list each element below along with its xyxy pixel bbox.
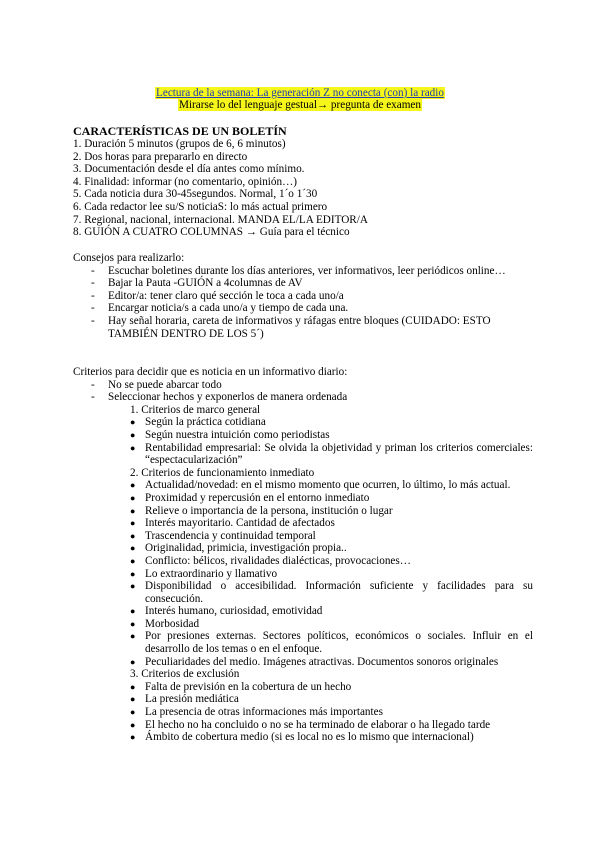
exam-note-line [0, 99, 600, 112]
bulletin-item: 4. Finalidad: informar (no comentario, opinión…) [73, 175, 298, 188]
advice-item: - Encargar noticia/s a cada uno/a y tiempo de cada una. [91, 302, 349, 315]
advice-section [73, 252, 533, 340]
bulletin-item: 3. Documentación desde el día antes como mínimo. [73, 163, 305, 176]
criteria-bullet: ● La presencia de otras informaciones más importantes [130, 706, 383, 719]
criteria-group-label: 2. Criterios de funcionamiento inmediato [130, 466, 315, 479]
bulletin-item: 7. Regional, nacional, internacional. MANDA EL/LA EDITOR/A [73, 213, 368, 226]
criteria-bullet: ● Actualidad/novedad: en el mismo momento que ocurren, lo último, lo más actual. [130, 479, 511, 492]
criteria-item: - No se puede abarcar todo [91, 378, 222, 391]
bulletin-title: CARACTERÍSTICAS DE UN BOLETÍN [73, 124, 287, 138]
criteria-bullet: ● Peculiaridades del medio. Imágenes atractivas. Documentos sonoros originales [130, 655, 499, 668]
bulletin-item: 6. Cada redactor lee su/S noticiaS: lo más actual primero [73, 200, 328, 213]
criteria-bullet: ● Trascendencia y continuidad temporal [130, 529, 316, 542]
advice-item: - Bajar la Pauta -GUIÓN a 4columnas de AV [91, 277, 303, 290]
reading-link[interactable]: Lectura de la semana: La generación Z no conecta (con) la radio [156, 87, 444, 99]
advice-item: - Editor/a: tener claro qué sección le toca a cada uno/a [91, 289, 344, 302]
criteria-bullet: ● Proximidad y repercusión en el entorno inmediato [130, 491, 370, 504]
criteria-item: - Seleccionar hechos y exponerlos de manera ordenada [91, 391, 348, 404]
exam-note: Mirarse lo del lenguaje gestual→ pregunta de examen [179, 99, 421, 111]
advice-heading: Consejos para realizarlo: [73, 252, 185, 264]
bulletin-item: 1. Duración 5 minutos (grupos de 6, 6 minutos) [73, 138, 286, 150]
reading-line [0, 87, 600, 100]
criteria-bullet: ● Interés mayoritario. Cantidad de afectados [130, 517, 335, 530]
criteria-bullet: ● Conflicto: bélicos, rivalidades dialécticas, provocaciones… [130, 554, 411, 567]
criteria-bullet: ● Falta de previsión en la cobertura de un hecho [130, 680, 352, 693]
bulletin-item: 5. Cada noticia dura 30-45segundos. Normal, 1´o 1´30 [73, 188, 318, 201]
criteria-bullet: ● Relieve o importancia de la persona, institución o lugar [130, 504, 393, 517]
bulletin-item: 2. Dos horas para prepararlo en directo [73, 150, 248, 163]
criteria-bullet: ● Lo extraordinario y llamativo [130, 567, 278, 580]
criteria-heading: Criterios para decidir que es noticia en un informativo diario: [73, 366, 348, 378]
criteria-bullet: ● Ámbito de cobertura medio (si es local no es lo mismo que internacional) [130, 731, 474, 744]
advice-item: - Hay señal horaria, careta de informativos y ráfagas entre bloques (CUIDADO: ESTO TAMBIÉN DENTRO DE LOS 5´) [91, 314, 491, 340]
criteria-bullet: ● Según nuestra intuición como periodistas [130, 428, 330, 441]
bulletin-item: 8. GUIÓN A CUATRO COLUMNAS → Guía para el técnico [73, 226, 350, 239]
criteria-bullet: ● El hecho no ha concluido o no se ha terminado de elaborar o ha llegado tarde [130, 718, 491, 731]
criteria-bullet: ● Rentabilidad empresarial: Se olvida la objetividad y priman los criterios comerciales: “espectacularización” [130, 441, 533, 467]
bulletin-list [73, 138, 533, 239]
criteria-bullet: ● Disponibilidad o accesibilidad. Información suficiente y facilidades para su consecución. [130, 580, 533, 605]
criteria-bullet: ● Originalidad, primicia, investigación propia.. [130, 542, 347, 555]
criteria-bullet: ● Según la práctica cotidiana [130, 416, 266, 429]
criteria-bullet: ● Morbosidad [130, 617, 200, 630]
criteria-bullet: ● La presión mediática [130, 693, 239, 706]
criteria-bullet: ● Por presiones externas. Sectores políticos, económicos o sociales. Influir en el desarrollo de los temas o en el enfoque. [130, 630, 533, 656]
criteria-bullet: ● Interés humano, curiosidad, emotividad [130, 605, 323, 618]
advice-item: - Escuchar boletines durante los días anteriores, ver informativos, leer periódicos online… [91, 264, 506, 277]
criteria-group-label: 1. Criterios de marco general [130, 403, 261, 416]
criteria-group-label: 3. Criterios de exclusión [130, 668, 240, 681]
criteria-section [73, 366, 533, 744]
